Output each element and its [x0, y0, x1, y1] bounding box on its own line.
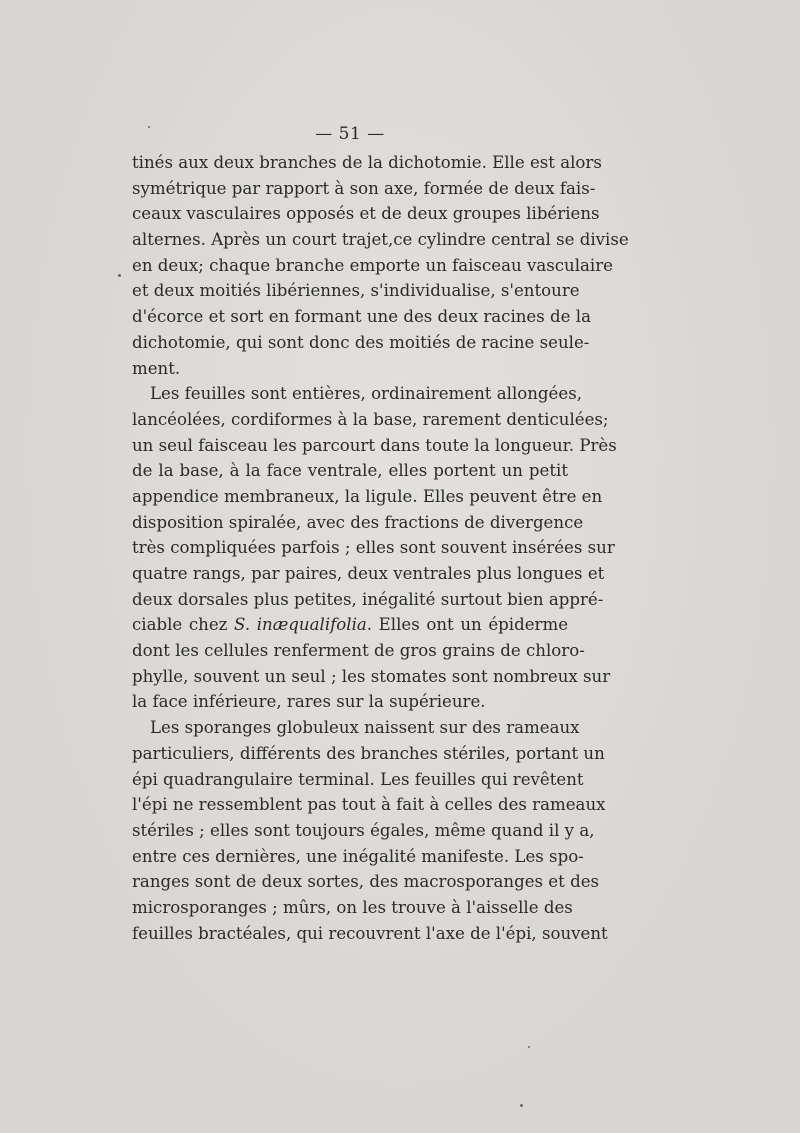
text-line: dont les cellules renferment de gros grains de chloro-: [132, 641, 585, 661]
text-line: entre ces dernières, une inégalité manifeste. Les spo-: [132, 846, 584, 866]
body-text: [132, 150, 629, 946]
text-line: très compliquées parfois ; elles sont souvent insérées sur: [132, 538, 615, 558]
text-line: feuilles bractéales, qui recouvrent l'axe de l'épi, souvent: [132, 923, 608, 943]
species-name: S. inæqualifolia: [234, 615, 367, 635]
text-line: dichotomie, qui sont donc des moitiés de racine seule-: [132, 332, 590, 352]
text-line: quatre rangs, par paires, deux ventrales plus longues et: [132, 564, 605, 583]
text-line: tinés aux deux branches de la dichotomie. Elle est alors: [132, 153, 602, 172]
text-line: deux dorsales plus petites, inégalité surtout bien appré-: [132, 589, 604, 609]
page-number: — 51 —: [315, 124, 385, 144]
paper-speck: [148, 126, 150, 128]
text-line: ceaux vasculaires opposés et de deux groupes libériens: [132, 204, 600, 224]
text-line: [132, 612, 568, 638]
text-line: appendice membraneux, la ligule. Elles peuvent être en: [132, 486, 603, 506]
text-line: de la base, à la face ventrale, elles portent un petit: [132, 461, 568, 481]
text-line: en deux; chaque branche emporte un faisceau vasculaire: [132, 255, 613, 275]
text-line: ment.: [132, 358, 181, 378]
text-line: stériles ; elles sont toujours égales, même quand il y a,: [132, 820, 595, 840]
text-run: . Elles ont un épiderme: [366, 615, 569, 635]
paper-speck: [528, 1046, 530, 1048]
text-line: et deux moitiés libériennes, s'individualise, s'entoure: [132, 281, 580, 301]
text-line: Les feuilles sont entières, ordinairement allongées,: [150, 384, 582, 404]
paragraph-3: [132, 715, 608, 946]
text-line: microsporanges ; mûrs, on les trouve à l'aisselle des: [132, 897, 573, 917]
text-line: phylle, souvent un seul ; les stomates sont nombreux sur: [132, 666, 611, 686]
text-line: un seul faisceau les parcourt dans toute la longueur. Près: [132, 435, 617, 455]
text-line: particuliers, différents des branches stériles, portant un: [132, 743, 605, 763]
text-line: ranges sont de deux sortes, des macrosporanges et des: [132, 872, 600, 892]
text-line: la face inférieure, rares sur la supérieure.: [132, 692, 486, 712]
paper-speck: [118, 274, 121, 277]
paper-speck: [520, 1104, 523, 1107]
text-run: ciable chez: [132, 615, 235, 635]
text-line: alternes. Après un court trajet,ce cylindre central se divise: [132, 230, 629, 250]
text-line: Les sporanges globuleux naissent sur des rameaux: [150, 718, 580, 738]
text-line: d'écorce et sort en formant une des deux racines de la: [132, 307, 591, 327]
text-line: disposition spiralée, avec des fractions de divergence: [132, 512, 584, 532]
paragraph-2: [132, 381, 617, 715]
paragraph-1: [132, 150, 629, 381]
text-line: l'épi ne ressemblent pas tout à fait à celles des rameaux: [132, 795, 606, 815]
text-line: lancéolées, cordiformes à la base, rarement denticulées;: [132, 409, 609, 429]
text-line: épi quadrangulaire terminal. Les feuilles qui revêtent: [132, 769, 584, 789]
text-line: symétrique par rapport à son axe, formée de deux fais-: [132, 178, 596, 198]
